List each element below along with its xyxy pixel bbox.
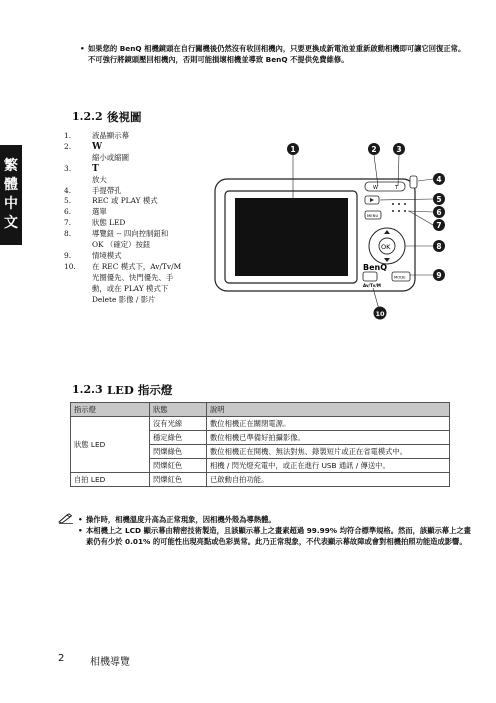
desc-cell: 已啟動自拍功能。 (207, 473, 450, 487)
delete-button (363, 272, 377, 281)
svg-text:10: 10 (375, 309, 385, 318)
language-tab (0, 145, 22, 245)
list-item: 3. T (64, 163, 99, 174)
list-item: 7. 狀態 LED (64, 218, 126, 228)
state-cell: 沒有光線 (150, 417, 207, 431)
svg-text:1: 1 (290, 144, 296, 154)
header-description: 說明 (207, 403, 450, 417)
notes-block (78, 514, 478, 547)
table-header-row (71, 403, 450, 417)
table-row (71, 417, 450, 431)
svg-text:8: 8 (436, 241, 442, 251)
list-item: 6. 選單 (64, 207, 107, 217)
section-number: 1.2.3 (72, 383, 103, 396)
svg-text:9: 9 (436, 270, 442, 280)
svg-text:7: 7 (436, 220, 442, 230)
lcd-screen (235, 198, 348, 276)
tab-char: 繁 (4, 158, 18, 174)
list-item: 放大 (92, 174, 107, 184)
lens-warning-note (80, 43, 468, 65)
timer-led-cell: 自拍 LED (71, 473, 150, 487)
table-row (71, 473, 450, 487)
state-cell: 穩定綠色 (150, 431, 207, 445)
bullet: • (78, 515, 83, 524)
t-label: T (395, 185, 399, 191)
note-text: 如果您的 BenQ 相機鏡頭在自行關機後仍然沒有收回相機內，只要更換成新電池並重新啟動相機即可讓它回復正常。不可強行將鏡頭壓回相機內，否則可能損壞相機並導致 BenQ 不提供免費維修。 (88, 44, 466, 64)
state-cell: 閃爍紅色 (150, 473, 207, 487)
zoom-rocker (365, 182, 405, 191)
list-item: 5. REC 或 PLAY 模式 (64, 196, 158, 206)
led-indicator-table (70, 402, 450, 487)
ok-label: OK (381, 243, 391, 251)
list-item: 10. 在 REC 模式下，Av/Tv/M (64, 261, 182, 271)
state-cell: 閃爍綠色 (150, 445, 207, 459)
svg-text:6: 6 (436, 207, 442, 217)
footer-title: 相機導覽 (90, 657, 130, 668)
status-led-cell: 狀態 LED (71, 417, 150, 473)
svg-text:3: 3 (396, 144, 402, 154)
bullet: • (78, 526, 83, 535)
tab-char: 體 (4, 177, 18, 193)
mode-label: MODE (394, 274, 406, 280)
menu-label: MENU (367, 213, 379, 218)
parts-list (64, 131, 214, 306)
note-item: • 本相機上之 LCD 顯示幕由精密技術製造，且該顯示幕上之畫素超過 99.99% 均符合標準規格。然而，該顯示幕上之畫素仍有少於 0.01% 的可能性出現亮點或色彩異常。此乃正常現象，不代表顯示幕故障或會對相機拍照功能造成影響。 (78, 526, 471, 546)
header-indicator: 指示燈 (71, 403, 150, 417)
list-item: 4. 手提帶孔 (64, 185, 122, 195)
list-item: 動，或在 PLAY 模式下 (92, 283, 169, 293)
avtvm-label: Av/Tv/M (363, 283, 381, 288)
bullet: • (80, 44, 85, 53)
list-item: 1. 液晶顯示幕 (64, 131, 129, 140)
list-item: OK （確定）按鈕 (92, 240, 151, 250)
list-item: 縮小或縮圖 (92, 152, 129, 162)
list-item: 8. 導覽鈕 -- 四向控制鈕和 (64, 229, 169, 239)
svg-text:5: 5 (436, 194, 442, 204)
list-item: 9. 情境模式 (64, 250, 122, 260)
section-title: 後視圖 (107, 110, 142, 124)
note-item: • 操作時，相機溫度升高為正常現象，因相機外殼為導熱體。 (78, 515, 276, 524)
section-title: LED 指示燈 (107, 383, 173, 397)
section-number: 1.2.2 (72, 110, 103, 123)
tab-char: 中 (4, 196, 18, 212)
list-item: 光圈優先、快門優先、手 (92, 272, 174, 282)
svg-text:2: 2 (371, 144, 377, 154)
state-cell: 閃爍紅色 (150, 459, 207, 473)
tab-char: 文 (4, 215, 18, 231)
desc-cell: 數位相機正在開機、無法對焦、錄製短片或正在省電模式中。 (207, 445, 450, 459)
strap-hole (410, 176, 417, 188)
camera-rear-diagram (213, 141, 473, 331)
header-state: 狀態 (150, 403, 207, 417)
page-number: 2 (58, 653, 65, 664)
note-pen-icon (58, 513, 74, 524)
list-item: Delete 影像 / 影片 (92, 294, 156, 304)
list-item: 2. W (64, 141, 103, 152)
brand-logo: BenQ (363, 263, 388, 272)
desc-cell: 數位相機已準備好拍攝影像。 (207, 431, 450, 445)
svg-text:4: 4 (436, 174, 442, 184)
desc-cell: 數位相機正在關閉電源。 (207, 417, 450, 431)
desc-cell: 相機 / 閃光燈充電中，或正在進行 USB 通訊 / 傳送中。 (207, 459, 450, 473)
w-label: W (373, 185, 378, 191)
